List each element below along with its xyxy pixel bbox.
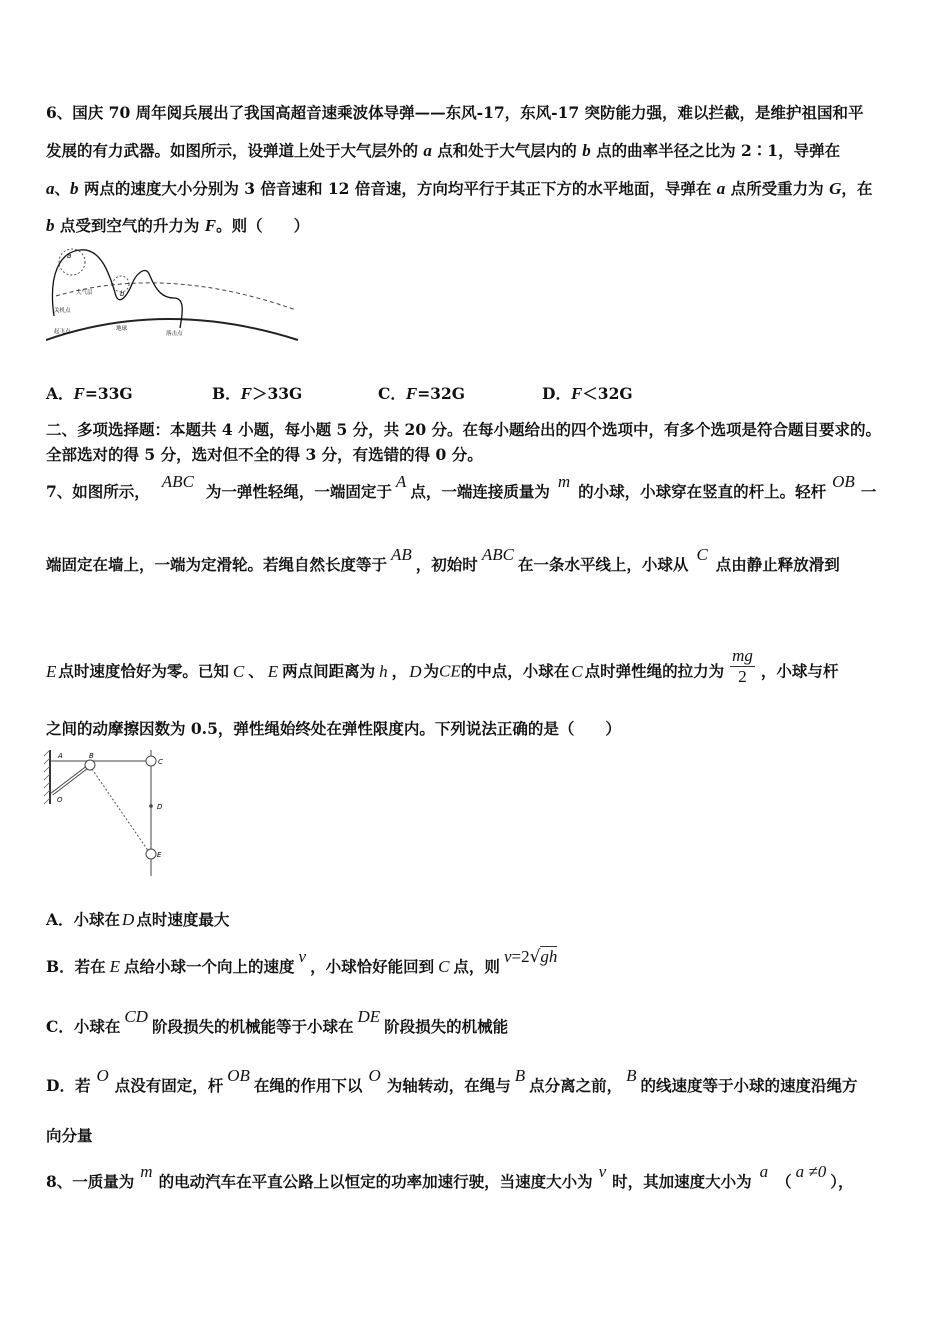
svg-text:a: a <box>67 252 72 260</box>
pulley-rope-figure <box>44 748 176 878</box>
fraction-mg-over-2: $\frac{mg}{2}$ <box>732 646 753 686</box>
q7-line-2: 端固定在墙上，一端为定滑轮。若绳自然长度等于AB，初始时ABC在一条水平线上，小球从C点由静止释放滑到 <box>46 545 840 574</box>
svg-text:大气层: 大气层 <box>76 290 93 296</box>
svg-text:O: O <box>57 796 63 804</box>
q7-option-c: C．小球在CD阶段损失的机械能等于小球在DE阶段损失的机械能 <box>46 1007 509 1036</box>
q6-option-b: B．F＞33G <box>212 384 303 403</box>
svg-text:B: B <box>89 752 94 760</box>
q7-option-d-continued: 向分量 <box>46 1126 93 1145</box>
q6-line-4: b 点受到空气的升力为 F。则（ ） <box>46 216 310 235</box>
section-2-heading: 二、多项选择题：本题共 4 小题，每小题 5 分，共 20 分。在每小题给出的四个选项中，有多个选项是符合题目要求的。 <box>46 420 882 439</box>
q8-line-1: 8、一质量为m的电动汽车在平直公路上以恒定的功率加速行驶，当速度大小为v时，其加速度大小为a（a ≠0）， <box>46 1162 854 1191</box>
q6-line-3: a、b 两点的速度大小分别为 3 倍音速和 12 倍音速，方向均平行于其正下方的水平地面，导弹在 a 点所受重力为 G，在 <box>46 179 873 198</box>
q6-line-1: 6、国庆 70 周年阅兵展出了我国高超音速乘波体导弹——东风-17，东风-17 突防能力强，难以拦截，是维护祖国和平 <box>46 103 864 122</box>
q6-option-a: A．F=33G <box>46 384 133 403</box>
svg-text:起飞点: 起飞点 <box>54 329 71 335</box>
svg-text:落击点: 落击点 <box>166 331 183 337</box>
q7-option-d: D．若O点没有固定，杆OB在绳的作用下以O为轴转动，在绳与B点分离之前，B的线速度等于小球的速度沿绳方 <box>46 1066 858 1095</box>
section-2-instructions: 全部选对的得 5 分，选对但不全的得 3 分，有选错的得 0 分。 <box>46 445 483 464</box>
svg-text:E: E <box>157 851 162 859</box>
svg-text:b: b <box>120 290 125 298</box>
svg-text:地球: 地球 <box>116 326 128 332</box>
q7-option-a: A．小球在 D 点时速度最大 <box>46 910 230 929</box>
svg-text:D: D <box>157 803 163 811</box>
missile-trajectory-figure <box>46 244 302 344</box>
q7-option-b: B．若在 E 点给小球一个向上的速度v，小球恰好能回到 C 点，则v=2√gh <box>46 947 558 976</box>
q6-option-d: D．F＜32G <box>542 384 633 403</box>
q7-line-1: 7、如图所示，ABC为一弹性轻绳，一端固定于A点，一端连接质量为m的小球，小球穿在竖直的杆上。轻杆OB一 <box>46 472 877 501</box>
svg-text:关机点: 关机点 <box>54 308 71 314</box>
q7-line-4: 之间的动摩擦因数为 0.5，弹性绳始终处在弹性限度内。下列说法正确的是（ ） <box>46 719 621 738</box>
q7-line-3: E 点时速度恰好为零。已知 C 、 E 两点间距离为 h ， D 为CE的中点，小球在 C 点时弹性绳的拉力为 $\frac{mg}{2}$ ，小球与杆 <box>46 646 839 686</box>
svg-text:A: A <box>58 752 63 760</box>
svg-text:C: C <box>158 758 163 766</box>
q6-option-c: C．F=32G <box>378 384 465 403</box>
q6-line-2: 发展的有力武器。如图所示，设弹道上处于大气层外的 a 点和处于大气层内的 b 点的曲率半径之比为 2∶1，导弹在 <box>46 141 841 160</box>
